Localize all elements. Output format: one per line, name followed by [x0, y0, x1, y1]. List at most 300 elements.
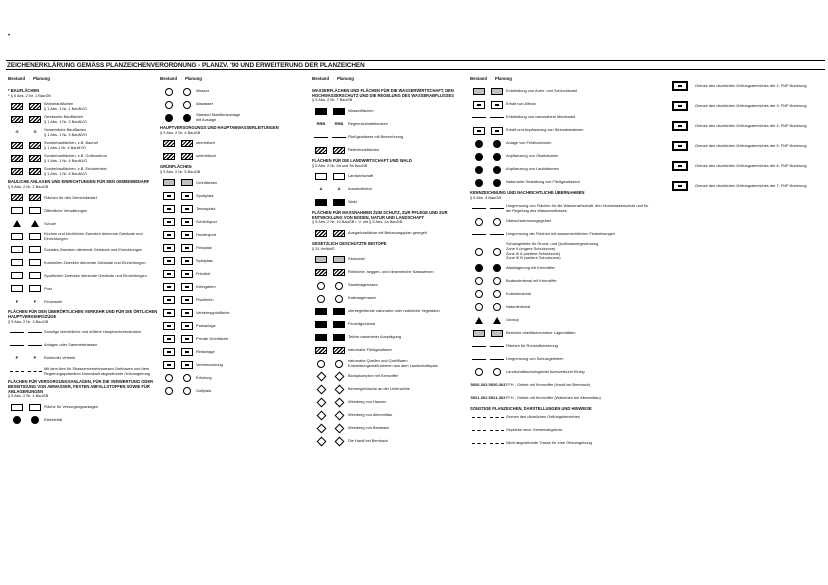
fill-symbol-icon: [333, 334, 345, 341]
symbol-bestand: [470, 290, 488, 298]
section-heading: KENNZEICHNUNG UND NACHRICHTLICHE ÜBERNAHMEN: [470, 190, 585, 195]
symbol-bestand: [312, 425, 330, 432]
legend-item-label: Landschaftsschutzgebiet Auenverbund Kinzig: [506, 369, 585, 375]
legend-item: [312, 197, 462, 208]
legend-item-label: Weinberg von Hausen: [348, 399, 387, 405]
symbol-planung: [26, 220, 44, 227]
symbol-planung: [178, 361, 196, 369]
legend-item: [160, 359, 305, 370]
symbol-bestand: [8, 416, 26, 424]
circf-symbol-icon: [475, 153, 483, 161]
hatch-symbol-icon: [29, 142, 41, 149]
symbol-bestand: [160, 387, 178, 395]
symbol-planung: [488, 88, 506, 95]
symbol-planung: [488, 290, 506, 298]
header-bestand: Bestand: [8, 76, 25, 81]
symbol-code: A: [319, 186, 323, 192]
fnp-change-item: [665, 137, 825, 155]
symbol-bestand: [160, 192, 178, 200]
symbol-planung: [488, 153, 506, 161]
hatch-symbol-icon: [11, 116, 23, 123]
symbol-code: P: [15, 355, 19, 361]
legend-item-label: Reitanlage: [196, 348, 215, 354]
box-symbol-icon: [11, 207, 23, 214]
symbol-planung: [488, 368, 506, 376]
legend-item-label: Aussiedlerhof: [348, 186, 372, 192]
symbol-bestand: [312, 399, 330, 406]
dash-symbol-icon: [472, 443, 486, 444]
symbol-code: RRB: [316, 121, 326, 127]
boxic-symbol-icon: [163, 218, 175, 226]
symbol-bestand: [8, 371, 26, 372]
legend-item-label: Kalkmagerrasen: [348, 295, 377, 301]
legend-item: [470, 242, 650, 261]
legend-item-label: Post: [44, 285, 52, 291]
circ-symbol-icon: [475, 218, 483, 226]
circf-symbol-icon: [183, 114, 191, 122]
legend-column-1: [8, 77, 158, 428]
symbol-planung: [488, 346, 506, 347]
legend-item: [470, 164, 650, 175]
symbol-planung: [178, 387, 196, 395]
circ-symbol-icon: [493, 218, 501, 226]
hatch-symbol-icon: [11, 103, 23, 110]
legend-item-label: Sonderbauflächen, z.B. Ericsteinstel § 1 Abs. 1 Nr. 4 BauNVO: [44, 166, 107, 176]
legend-item: [470, 367, 650, 378]
header-planung: Planung: [336, 76, 354, 81]
legend-item: [312, 345, 462, 356]
box-symbol-icon: [29, 272, 41, 279]
circ-symbol-icon: [493, 303, 501, 311]
symbol-bestand: [312, 334, 330, 341]
legend-item: [8, 166, 158, 177]
line-symbol-icon: [472, 208, 486, 209]
symbol-bestand: [8, 130, 26, 135]
symbol-code: F: [33, 298, 37, 304]
line-symbol-icon: [490, 208, 504, 209]
circf-symbol-icon: [493, 140, 501, 148]
circ-symbol-icon: [183, 88, 191, 96]
symbol-planung: [330, 282, 348, 290]
legend-item: [470, 341, 650, 352]
hatch-symbol-icon: [333, 147, 345, 154]
legend-item: [470, 380, 650, 391]
hatch-symbol-icon: [29, 155, 41, 162]
legend-item: [160, 385, 305, 396]
legend-item: [470, 125, 650, 136]
symbol-bestand: [470, 179, 488, 187]
hatch-symbol-icon: [29, 168, 41, 175]
fnp-change-item: [665, 97, 825, 115]
circ-symbol-icon: [317, 360, 325, 368]
symbol-bestand: [8, 300, 26, 305]
hatch-symbol-icon: [315, 230, 327, 237]
legend-item: [160, 320, 305, 331]
symbol-planung: [488, 317, 506, 324]
boxic-symbol-icon: [181, 231, 193, 239]
legend-item: [160, 86, 305, 97]
legend-item: [312, 184, 462, 195]
legend-item-label: Fließgewässer mit Bezeichnung: [348, 134, 404, 140]
section-subheading: § 5 Abs. 2 Nr. 2 BauGB: [8, 183, 49, 189]
circ-symbol-icon: [317, 295, 325, 303]
symbol-planung: [488, 277, 506, 285]
section-heading: WASSERFLÄCHEN UND FLÄCHEN FÜR DIE WASSERWIRTSCHAFT, DEN HOCHWASSERSCHUTZ UND DIE REGELUNG DES WASSERABFLUSSES: [312, 88, 454, 98]
circ-symbol-icon: [165, 387, 173, 395]
legend-item-label: Kleingärten: [196, 283, 216, 289]
symbol-bestand: [470, 430, 488, 431]
symbol-planung: [330, 199, 348, 206]
legend-item-label: Ausgleichsfläche mit Bebauungsplan geregelt: [348, 230, 427, 236]
symbol-bestand: [8, 332, 26, 333]
column-header: [160, 77, 305, 86]
legend-item: [160, 281, 305, 292]
fill-symbol-icon: [315, 321, 327, 328]
boundary-box-icon: [672, 161, 688, 171]
section-subheading: § 5 Abs. 2 Nr. 4 BauGB: [160, 129, 201, 135]
symbol-planung: [26, 233, 44, 240]
symbol-planung: [330, 147, 348, 154]
legend-item: [470, 354, 650, 365]
symbol-bestand: [470, 443, 488, 444]
legend-item: [470, 229, 650, 240]
legend-item: [470, 203, 650, 214]
symbol-code: 5921-302: [488, 395, 506, 401]
symbol-planung: [488, 117, 506, 118]
symbol-bestand: [470, 330, 488, 337]
dia-symbol-icon: [316, 437, 326, 447]
corner-mark: •: [8, 33, 11, 39]
circf-symbol-icon: [475, 140, 483, 148]
symbol-bestand: [160, 296, 178, 304]
symbol-planung: [178, 192, 196, 200]
legend-item-label: Fischteich: [196, 296, 214, 302]
symbol-bestand: [312, 347, 330, 354]
symbol-bestand: [312, 438, 330, 445]
symbol-bestand: [8, 103, 26, 110]
legend-item: [160, 151, 305, 162]
boxic-symbol-icon: [163, 322, 175, 330]
symbol-bestand: [8, 142, 26, 149]
dots-symbol-icon: [163, 179, 175, 186]
symbol-planung: [178, 88, 196, 96]
symbol-bestand: [312, 386, 330, 393]
tri-symbol-icon: [493, 317, 501, 324]
symbol-planung: [26, 130, 44, 135]
column-header: [8, 77, 158, 86]
symbol-planung: [330, 360, 348, 368]
fnp-change-label: Grenze des räumlichen Geltungsbereiches der 6. FNP Änderung: [695, 162, 807, 168]
legend-item: [312, 119, 462, 130]
blank-symbol-icon: [315, 173, 327, 180]
symbol-bestand: [312, 199, 330, 206]
symbol-planung: [330, 108, 348, 115]
circf-symbol-icon: [493, 179, 501, 187]
legend-item: [312, 397, 462, 408]
circ-symbol-icon: [183, 387, 191, 395]
legend-item: [8, 231, 158, 242]
fnp-change-label: Grenze des räumlichen Geltungsbereiches der 2. FNP Änderung: [695, 82, 807, 88]
symbol-bestand: [160, 179, 178, 186]
legend-item-label: Kulturellen Zwecken dienende Gebäude und Einrichtungen: [44, 259, 146, 265]
legend-item: [470, 151, 650, 162]
dash-symbol-icon: [490, 430, 504, 431]
hatch-symbol-icon: [181, 140, 193, 147]
symbol-planung: [178, 257, 196, 265]
symbol-bestand: [470, 383, 488, 388]
legend-item-label: Spielplatz: [196, 257, 213, 263]
legend-item: [312, 358, 462, 369]
hatch-symbol-icon: [29, 116, 41, 123]
legend-item: [312, 145, 462, 156]
legend-item-label: Nicht abgestimmte Trasse für eine Ortsumgehung: [506, 439, 592, 445]
legend-item: [470, 315, 650, 326]
fill-symbol-icon: [333, 199, 345, 206]
circ-symbol-icon: [165, 101, 173, 109]
legend-item-label: Landwirtschaft: [348, 173, 374, 179]
symbol-bestand: [312, 173, 330, 180]
header-planung: Planung: [494, 76, 512, 81]
dia-symbol-icon: [334, 398, 344, 408]
symbol-bestand: [312, 137, 330, 138]
box-symbol-icon: [11, 246, 23, 253]
legend-item: [470, 177, 650, 188]
dots-symbol-icon: [333, 256, 345, 263]
symbol-bestand: [312, 308, 330, 315]
tri-symbol-icon: [475, 317, 483, 324]
dia-symbol-icon: [316, 372, 326, 382]
symbol-bestand: [470, 303, 488, 311]
symbol-bestand: [160, 218, 178, 226]
legend-item: [160, 294, 305, 305]
box-symbol-icon: [11, 259, 23, 266]
legend-item-label: Öffentliche Verwaltungen: [44, 207, 88, 213]
legend-item-label: Hundesport: [196, 231, 217, 237]
line-symbol-icon: [10, 332, 24, 333]
dots-symbol-icon: [491, 88, 503, 95]
symbol-bestand: [160, 309, 178, 317]
legend-item-label: FFH - Gebiet mit Kennziffer (Wäldchen bei Altenmittau): [506, 395, 601, 401]
symbol-bestand: [8, 356, 26, 361]
legend-item-label: Entwicklung von Auen- und Schluchtwald: [506, 88, 577, 94]
legend-item: [160, 190, 305, 201]
boxic-symbol-icon: [181, 257, 193, 265]
fnp-change-item: [665, 77, 825, 95]
legend-item-label: Grenze des räumlichen Geltungsbereiches: [506, 413, 580, 419]
symbol-code: G: [15, 129, 19, 135]
circ-symbol-icon: [335, 360, 343, 368]
hatch-symbol-icon: [333, 230, 345, 237]
fnp-change-item: [665, 157, 825, 175]
section-heading: FLÄCHEN FÜR MASSNAHMEN ZUM SCHUTZ, ZUR PFLEGE UND ZUR ENTWICKLUNG VON BODEN, NATUR UND LANDSCHAFT: [312, 210, 448, 220]
symbol-bestand: [312, 108, 330, 115]
boxic-symbol-icon: [473, 101, 485, 109]
circ-symbol-icon: [493, 290, 501, 298]
symbol-planung: [488, 218, 506, 226]
legend-column-4: [470, 77, 650, 451]
circf-symbol-icon: [475, 166, 483, 174]
symbol-planung: [330, 173, 348, 180]
symbol-planung: [330, 321, 348, 328]
legend-item: [8, 218, 158, 229]
circf-symbol-icon: [475, 264, 483, 272]
line-symbol-icon: [10, 345, 24, 346]
section-subheading: § 5 Abs. 2 Nr. 10 BauGB i. V. mit § 5 Abs. 2a BauGB: [312, 219, 403, 225]
circ-symbol-icon: [475, 290, 483, 298]
legend-item: [160, 229, 305, 240]
symbol-planung: [178, 140, 196, 147]
symbol-planung: [26, 246, 44, 253]
symbol-bestand: [470, 234, 488, 235]
legend-item-label: Golfplatz: [196, 387, 212, 393]
symbol-planung: [26, 272, 44, 279]
symbol-planung: [178, 218, 196, 226]
legend-item-label: Bereiche oberflächennaher Lagerstätten: [506, 330, 576, 336]
symbol-planung: [330, 386, 348, 393]
legend-item: [160, 333, 305, 344]
hatch-symbol-icon: [315, 269, 327, 276]
symbol-bestand: [160, 101, 178, 109]
legend-item: [312, 436, 462, 447]
hatch-symbol-icon: [163, 153, 175, 160]
legend-item: [8, 101, 158, 112]
hatch-symbol-icon: [333, 269, 345, 276]
section-subheading: § 5 Abs. 2 Nr. 9a und 9b BauGB: [312, 162, 368, 168]
boxic-symbol-icon: [163, 283, 175, 291]
circ-symbol-icon: [475, 368, 483, 376]
fill-symbol-icon: [315, 108, 327, 115]
symbol-bestand: [160, 374, 178, 382]
legend-item-label: Sonderbauflächen, z.B. Gottsonbrun § 1 Abs. 1 Nr. 4 BauNVO: [44, 153, 107, 163]
symbol-planung: [26, 194, 44, 201]
legend-item: [8, 257, 158, 268]
symbol-planung: [178, 270, 196, 278]
legend-item: [8, 340, 158, 351]
symbol-bestand: [312, 269, 330, 276]
symbol-code: P: [33, 355, 37, 361]
circ-symbol-icon: [475, 303, 483, 311]
circf-symbol-icon: [31, 416, 39, 424]
legend-item: [470, 86, 650, 97]
legend-item: [312, 254, 462, 265]
symbol-planung: [178, 348, 196, 356]
section-heading: FLÄCHEN FÜR DEN ÜBERÖRTLICHEN VERKEHR UND FÜR DIE ÖRTLICHEN HAUPTVERKEHRSZÜGE: [8, 309, 158, 320]
legend-item-label: Altablagerung mit Kennziffer: [506, 265, 555, 271]
symbol-bestand: [470, 359, 488, 360]
symbol-bestand: [470, 140, 488, 148]
legend-item: [470, 425, 650, 436]
symbol-bestand: [160, 335, 178, 343]
symbol-bestand: [470, 127, 488, 135]
legend-item: [8, 327, 158, 338]
section-heading: FLÄCHEN FÜR VERSORGUNGSANLAGEN, FÜR DIE VERWERTUNG ODER BESEITIGUNG VON ABWASSER, FESTEN ABFALLSTOFFEN SOWIE FÜR ABLAGERUNGEN: [8, 379, 154, 394]
symbol-bestand: [470, 417, 488, 418]
symbol-planung: [330, 187, 348, 192]
symbol-planung: [178, 322, 196, 330]
box-symbol-icon: [11, 272, 23, 279]
legend-item: [8, 244, 158, 255]
symbol-bestand: [312, 412, 330, 419]
symbol-bestand: [8, 194, 26, 201]
box-symbol-icon: [29, 233, 41, 240]
dia-symbol-icon: [316, 411, 326, 421]
legend-item-label: Geplante neue Gemeindegrenze: [506, 426, 563, 432]
legend-item-label: Naturnahe Gestaltung von Fließgewässern: [506, 179, 580, 185]
symbol-planung: [488, 140, 506, 148]
legend-item: [470, 138, 650, 149]
symbol-planung: [26, 404, 44, 411]
legend-item: [160, 203, 305, 214]
line-symbol-icon: [332, 137, 346, 138]
circ-symbol-icon: [335, 295, 343, 303]
legend-item: [312, 228, 462, 239]
legend-item-label: Teiche naturnaher Ausprägung: [348, 334, 401, 340]
hatch-symbol-icon: [315, 347, 327, 354]
legend-item-label: Tennisplatz: [196, 205, 216, 211]
legend-item: [312, 384, 462, 395]
legend-item-label: Retentionsflächen: [348, 147, 380, 153]
boxic-symbol-icon: [181, 244, 193, 252]
hatch-symbol-icon: [29, 103, 41, 110]
symbol-planung: [26, 207, 44, 214]
symbol-planung: [178, 205, 196, 213]
boxic-symbol-icon: [491, 127, 503, 135]
dia-symbol-icon: [316, 398, 326, 408]
symbol-planung: [178, 153, 196, 160]
dots-symbol-icon: [491, 330, 503, 337]
dia-symbol-icon: [334, 411, 344, 421]
line-symbol-icon: [472, 359, 486, 360]
legend-item-label: Vereinsnutzung: [196, 361, 223, 367]
legend-item-label: Anlage von Feldholzinseln: [506, 140, 552, 146]
legend-item-label: Wasserflächen: [348, 108, 374, 114]
fnp-change-item: [665, 117, 825, 135]
legend-item-label: Schießsport: [196, 218, 217, 224]
header-planung: Planung: [32, 76, 50, 81]
boxic-symbol-icon: [181, 348, 193, 356]
line-symbol-icon: [28, 332, 42, 333]
legend-item: [160, 216, 305, 227]
header-bestand: Bestand: [160, 76, 177, 81]
fnp-change-label: Grenze des räumlichen Geltungsbereiches der 3. FNP Änderung: [695, 102, 807, 108]
circ-symbol-icon: [475, 248, 483, 256]
circ-symbol-icon: [493, 277, 501, 285]
symbol-planung: [26, 103, 44, 110]
boxic-symbol-icon: [181, 296, 193, 304]
fill-symbol-icon: [315, 334, 327, 341]
symbol-bestand: [160, 244, 178, 252]
legend-item-label: Ruhender Verkehr: [44, 355, 76, 361]
symbol-planung: [26, 416, 44, 424]
legend-item: [8, 353, 158, 364]
dia-symbol-icon: [316, 385, 326, 395]
hatch-symbol-icon: [11, 155, 23, 162]
legend-item-label: Überschwemmungsgebiet: [506, 218, 551, 224]
line-symbol-icon: [490, 359, 504, 360]
boxic-symbol-icon: [181, 205, 193, 213]
symbol-planung: [488, 443, 506, 444]
symbol-bestand: [8, 116, 26, 123]
legend-item-label: Anpflanzung von Obstbäumen: [506, 153, 559, 159]
symbol-bestand: [470, 117, 488, 118]
boxic-symbol-icon: [163, 244, 175, 252]
box-symbol-icon: [29, 246, 41, 253]
legend-item-label: Gewerbliche Bauflächen § 1 Abs. 1 Nr. 3 BauNVO: [44, 127, 88, 137]
legend-item: [312, 280, 462, 291]
symbol-planung: [26, 155, 44, 162]
symbol-planung: [178, 179, 196, 186]
dash-symbol-icon: [472, 430, 486, 431]
